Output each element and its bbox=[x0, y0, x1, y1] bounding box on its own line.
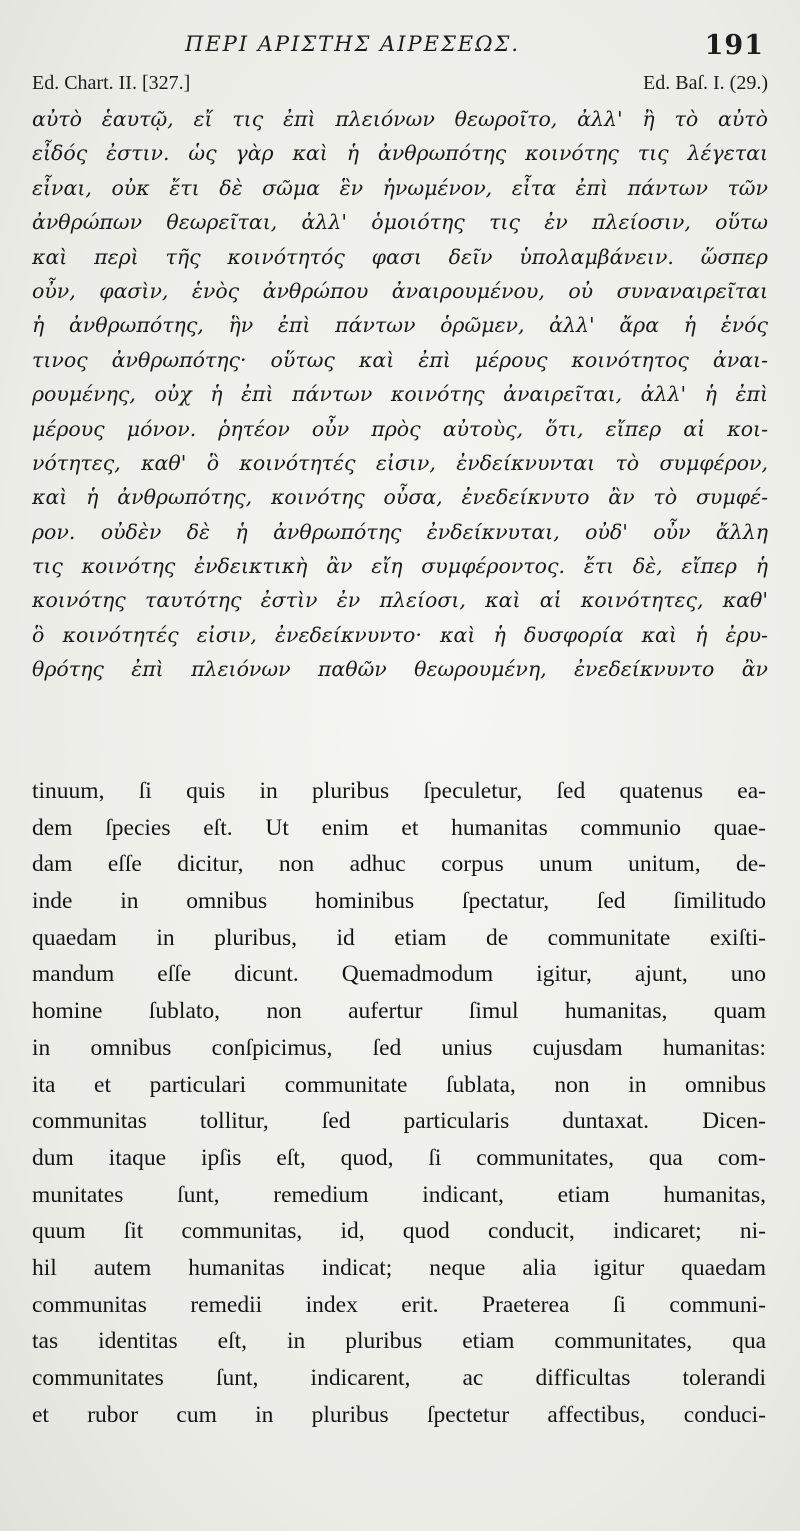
latin-text-line: ita et particulari communitate ſublata, non in omnibus bbox=[32, 1071, 766, 1098]
greek-text-line: αὐτὸ ἑαυτῷ, εἴ τις ἐπὶ πλειόνων θεωροῖτο, ἀλλ' ἢ τὸ αὐτὸ bbox=[32, 107, 768, 131]
latin-text-line: communitas tollitur, ſed particularis duntaxat. Dicen- bbox=[32, 1108, 766, 1135]
edition-reference-basel: Ed. Baſ. I. (29.) bbox=[643, 72, 768, 94]
greek-text-block bbox=[32, 102, 768, 687]
latin-text-line: tas identitas eſt, in pluribus etiam communitates, qua bbox=[32, 1328, 766, 1355]
latin-text-line: hil autem humanitas indicat; neque alia igitur quaedam bbox=[32, 1254, 766, 1281]
edition-reference-chartier: Ed. Chart. II. [327.] bbox=[32, 72, 191, 94]
latin-text-line: quum ſit communitas, id, quod conducit, indicaret; ni- bbox=[32, 1218, 766, 1245]
latin-text-line: munitates ſunt, remedium indicant, etiam humanitas, bbox=[32, 1181, 766, 1208]
latin-text-line: inde in omnibus hominibus ſpectatur, ſed ſimilitudo bbox=[32, 888, 766, 915]
latin-text-line: communitates ſunt, indicarent, ac difficultas tolerandi bbox=[32, 1365, 766, 1391]
latin-text-line: tinuum, ſi quis in pluribus ſpeculetur, ſed quatenus ea- bbox=[32, 778, 766, 804]
page-number: 191 bbox=[704, 30, 764, 61]
greek-text-line: ρουμένης, οὐχ ἡ ἐπὶ πάντων κοινότης ἀναιρεῖται, ἀλλ' ἡ ἐπὶ bbox=[32, 382, 768, 407]
greek-text-line: καὶ ἡ ἀνθρωπότης, κοινότης οὖσα, ἐνεδείκνυτο ἂν τὸ συμφέ- bbox=[32, 485, 768, 510]
edition-references bbox=[32, 72, 768, 98]
greek-text-line: ἡ ἀνθρωπότης, ἣν ἐπὶ πάντων ὁρῶμεν, ἀλλ' ἄρα ἡ ἑνός bbox=[32, 313, 768, 338]
greek-text-line: ρον. οὐδὲν δὲ ἡ ἀνθρωπότης ἐνδείκνυται, οὐδ' οὖν ἄλλη bbox=[32, 519, 768, 544]
greek-text-line: θρότης ἐπὶ πλειόνων παθῶν θεωρουμένη, ἐνεδείκνυντο ἂν bbox=[32, 657, 768, 682]
greek-text-line: οὖν, φασὶν, ἑνὸς ἀνθρώπου ἀναιρουμένου, οὐ συναναιρεῖται bbox=[32, 278, 768, 303]
latin-text-line: dem ſpecies eſt. Ut enim et humanitas communio quae- bbox=[32, 814, 766, 841]
latin-text-line: mandum eſſe dicunt. Quemadmodum igitur, ajunt, uno bbox=[32, 961, 766, 988]
greek-text-line: ὃ κοινότητές εἰσιν, ἐνεδείκνυντο· καὶ ἡ δυσφορία καὶ ἡ ἐρυ- bbox=[32, 622, 768, 647]
latin-translation-block bbox=[32, 773, 766, 1433]
greek-text-line: τις κοινότης ἐνδεικτικὴ ἂν εἴη συμφέροντος. ἔτι δὲ, εἴπερ ἡ bbox=[32, 554, 768, 579]
greek-text-line: εἶδός ἐστιν. ὡς γὰρ καὶ ἡ ἀνθρωπότης κοινότης τις λέγεται bbox=[32, 141, 768, 166]
running-head bbox=[0, 30, 800, 64]
latin-text-line: dam eſſe dicitur, non adhuc corpus unum unitum, de- bbox=[32, 851, 766, 878]
latin-text-line: homine ſublato, non aufertur ſimul humanitas, quam bbox=[32, 998, 766, 1025]
greek-text-line: νότητες, καθ' ὃ κοινότητές εἰσιν, ἐνδείκνυνται τὸ συμφέρον, bbox=[32, 450, 768, 475]
greek-text-line: ἀνθρώπων θεωρεῖται, ἀλλ' ὁμοιότης τις ἐν πλείοσιν, οὕτω bbox=[32, 210, 768, 235]
greek-text-line: τινος ἀνθρωπότης· οὕτως καὶ ἐπὶ μέρους κοινότητος ἀναι- bbox=[32, 347, 768, 372]
greek-text-line: καὶ περὶ τῆς κοινότητός φασι δεῖν ὑπολαμβάνειν. ὥσπερ bbox=[32, 244, 768, 269]
latin-text-line: dum itaque ipſis eſt, quod, ſi communitates, qua com- bbox=[32, 1144, 766, 1171]
running-title: ΠΕΡΙ ΑΡΙΣΤΗΣ ΑΙΡΕΣΕΩΣ. bbox=[185, 32, 521, 56]
latin-text-line: et rubor cum in pluribus ſpectetur affectibus, conduci- bbox=[32, 1401, 766, 1428]
latin-text-line: communitas remedii index erit. Praeterea ſi communi- bbox=[32, 1291, 766, 1318]
greek-text-line: εἶναι, οὐκ ἔτι δὲ σῶμα ἓν ἡνωμένον, εἶτα ἐπὶ πάντων τῶν bbox=[32, 175, 768, 200]
latin-text-line: in omnibus conſpicimus, ſed unius cujusdam humanitas: bbox=[32, 1034, 766, 1061]
latin-text-line: quaedam in pluribus, id etiam de communitate exiſti- bbox=[32, 924, 766, 951]
greek-text-line: κοινότης ταυτότης ἐστὶν ἐν πλείοσι, καὶ αἱ κοινότητες, καθ' bbox=[32, 588, 768, 613]
greek-text-line: μέρους μόνον. ῥητέον οὖν πρὸς αὐτοὺς, ὅτι, εἴπερ αἱ κοι- bbox=[32, 416, 768, 441]
